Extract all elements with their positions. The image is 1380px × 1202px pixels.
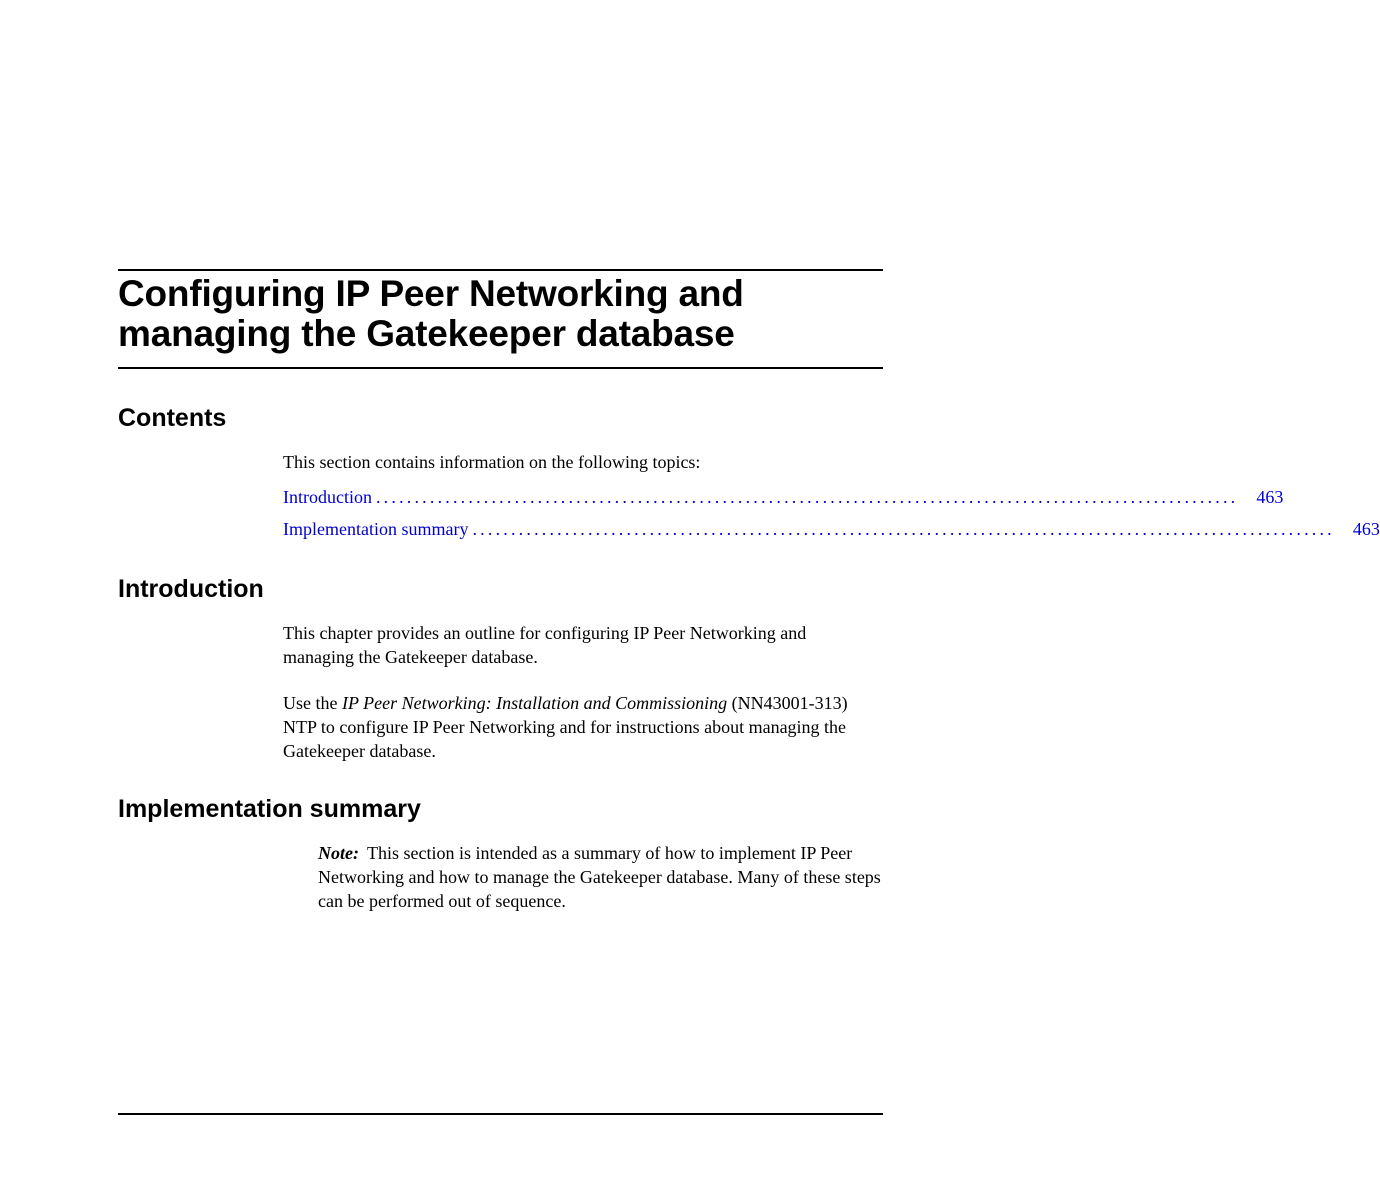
introduction-paragraph-1: This chapter provides an outline for configuring IP Peer Networking and managing the Gatekeeper database. <box>283 623 807 667</box>
introduction-paragraph-2-prefix: Use the <box>283 693 342 713</box>
toc-entry-page: 463 <box>1256 487 1284 507</box>
contents-heading: Contents <box>118 404 227 432</box>
implementation-summary-heading: Implementation summary <box>118 795 421 823</box>
chapter-title-line-2: managing the Gatekeeper database <box>118 313 735 354</box>
introduction-paragraph-2-suffix: (NN43001-313) NTP to configure IP Peer Networking and for instructions about managing the Gatekeeper database. <box>283 693 848 761</box>
note-text: This section is intended as a summary of how to implement IP Peer Networking and how to manage the Gatekeeper database. Many of these steps can be performed out of sequence. <box>318 843 881 911</box>
toc-entry-label: Introduction <box>283 487 372 507</box>
chapter-title-line-1: Configuring IP Peer Networking and <box>118 273 744 314</box>
title-bottom-rule <box>118 367 883 369</box>
implementation-note <box>318 841 888 913</box>
note-label: Note: <box>318 843 359 863</box>
toc-dot-leader: ................................................................................................................ <box>472 519 1335 539</box>
contents-intro: This section contains information on the following topics: <box>283 452 701 472</box>
toc-entry-label: Implementation summary <box>283 519 469 539</box>
toc-entry-page: 463 <box>1352 519 1380 539</box>
toc-dot-leader: ................................................................................................................ <box>375 487 1239 507</box>
referenced-document-title: IP Peer Networking: Installation and Commissioning <box>341 693 728 713</box>
introduction-heading: Introduction <box>118 575 264 603</box>
toc-entry-introduction[interactable] <box>283 485 1284 509</box>
footer-rule <box>118 1113 883 1115</box>
toc-entry-implementation-summary[interactable] <box>283 517 1380 541</box>
title-top-rule <box>118 269 883 271</box>
chapter-title <box>118 274 898 354</box>
introduction-paragraph-2 <box>283 691 878 763</box>
